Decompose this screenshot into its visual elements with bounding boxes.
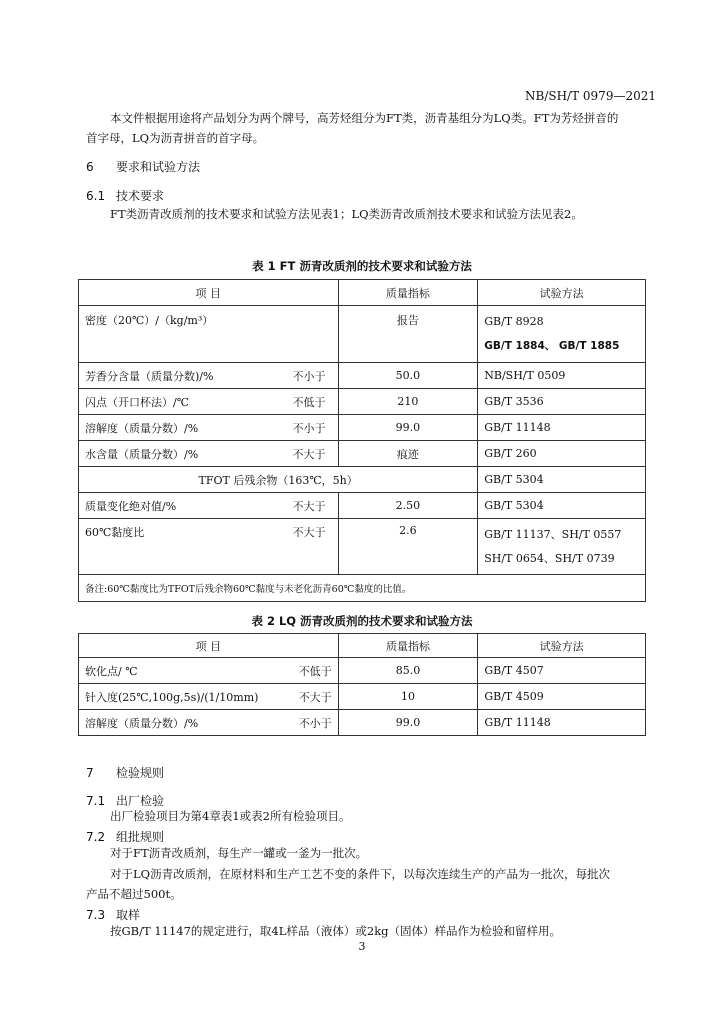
limit-label: 不小于 <box>298 716 332 730</box>
section-number: 7.1 <box>86 794 106 808</box>
section-7-1-text: 出厂检验项目为第4章表1或表2所有检验项目。 <box>110 809 351 823</box>
value-cell: 85.0 <box>338 658 478 684</box>
table-row <box>79 710 646 736</box>
table-header-method: 试验方法 <box>478 280 646 306</box>
item-cell: 密度（20℃）/（kg/m³） <box>79 306 339 363</box>
section-number: 6 <box>86 160 94 174</box>
table-row <box>79 493 646 519</box>
value-cell: 99.0 <box>338 710 478 736</box>
limit-label: 不大于 <box>292 499 326 513</box>
method-cell <box>478 519 646 575</box>
section-title: 技术要求 <box>116 189 165 203</box>
method-cell: GB/T 5304 <box>478 467 646 493</box>
table-header-quality: 质量指标 <box>338 634 478 658</box>
table-row <box>79 306 646 363</box>
value-cell: 2.6 <box>338 519 478 575</box>
section-7-2-text-2b: 产品不超过500t。 <box>86 887 182 901</box>
table-2 <box>78 633 646 736</box>
item-name: 溶解度（质量分数）/% <box>85 421 199 435</box>
section-7-2-text-1: 对于FT沥青改质剂，每生产一罐或一釜为一批次。 <box>110 846 368 860</box>
value-cell: 50.0 <box>338 363 478 389</box>
intro-paragraph <box>86 108 658 148</box>
table-row <box>79 519 646 575</box>
limit-label: 不大于 <box>292 526 326 539</box>
method-cell: GB/T 11148 <box>478 710 646 736</box>
item-name: 质量变化绝对值/% <box>85 499 177 513</box>
method-cell: GB/T 4509 <box>478 684 646 710</box>
limit-label: 不低于 <box>292 395 326 409</box>
page-number: 3 <box>358 940 366 953</box>
table-1-caption: 表 1 FT 沥青改质剂的技术要求和试验方法 <box>252 259 472 273</box>
item-name: 60℃黏度比 <box>85 526 145 539</box>
method-cell: NB/SH/T 0509 <box>478 363 646 389</box>
table-row <box>79 389 646 415</box>
table-1 <box>78 279 646 602</box>
section-title: 要求和试验方法 <box>116 160 201 174</box>
section-6-1-text: FT类沥青改质剂的技术要求和试验方法见表1；LQ类沥青改质剂技术要求和试验方法见表2。 <box>110 207 583 221</box>
item-name: 软化点/ ℃ <box>85 664 138 678</box>
value-cell: 210 <box>338 389 478 415</box>
table-row <box>79 441 646 467</box>
section-7-2-paragraph <box>86 864 658 904</box>
method-cell: GB/T 3536 <box>478 389 646 415</box>
section-title: 取样 <box>116 908 141 922</box>
table-header-quality: 质量指标 <box>338 280 478 306</box>
limit-label: 不低于 <box>298 664 332 678</box>
intro-line-2: 首字母，LQ为沥青拼音的首字母。 <box>86 131 265 145</box>
method-cell <box>478 306 646 363</box>
method-cell: GB/T 11148 <box>478 415 646 441</box>
section-number: 7.2 <box>86 830 106 844</box>
value-cell: 2.50 <box>338 493 478 519</box>
item-cell-spanning: TFOT 后残余物（163℃，5h） <box>79 467 478 493</box>
table-2-caption: 表 2 LQ 沥青改质剂的技术要求和试验方法 <box>251 614 473 628</box>
section-number: 6.1 <box>86 189 106 203</box>
value-cell: 报告 <box>338 306 478 363</box>
value-cell: 99.0 <box>338 415 478 441</box>
table-row <box>79 467 646 493</box>
limit-label: 不大于 <box>292 447 326 461</box>
section-title: 检验规则 <box>116 766 165 780</box>
table-header-item: 项 目 <box>79 280 339 306</box>
section-6-1-heading <box>86 187 164 204</box>
method-line: SH/T 0654、SH/T 0739 <box>484 551 615 565</box>
method-cell: GB/T 260 <box>478 441 646 467</box>
method-cell: GB/T 5304 <box>478 493 646 519</box>
document-number: NB/SH/T 0979—2021 <box>525 89 656 103</box>
method-cell: GB/T 4507 <box>478 658 646 684</box>
item-name: 芳香分含量（质量分数)/% <box>85 369 214 383</box>
section-6-heading <box>86 158 200 175</box>
value-cell: 10 <box>338 684 478 710</box>
limit-label: 不大于 <box>298 690 332 704</box>
table-header-method: 试验方法 <box>478 634 646 658</box>
section-number: 7 <box>86 766 94 780</box>
method-line: GB/T 11137、SH/T 0557 <box>484 527 622 541</box>
section-7-heading <box>86 764 164 781</box>
item-name: 溶解度（质量分数）/% <box>85 716 199 730</box>
item-name: 水含量（质量分数）/% <box>85 447 199 461</box>
section-number: 7.3 <box>86 908 106 922</box>
item-name: 针入度(25℃,100g,5s)/(1/10mm) <box>85 690 259 704</box>
limit-label: 不小于 <box>292 369 326 383</box>
table-note: 备注:60℃黏度比为TFOT后残余物60℃黏度与未老化沥青60℃黏度的比值。 <box>79 575 646 602</box>
method-line: GB/T 1884、 GB/T 1885 <box>484 340 620 352</box>
table-row <box>79 363 646 389</box>
section-title: 组批规则 <box>116 830 165 844</box>
section-7-3-text: 按GB/T 11147的规定进行，取4L样品（液体）或2kg（固体）样品作为检验和留样用。 <box>110 924 562 938</box>
table-row <box>79 658 646 684</box>
limit-label: 不小于 <box>292 421 326 435</box>
intro-line-1: 本文件根据用途将产品划分为两个牌号，高芳烃组分为FT类，沥青基组分为LQ类。FT为芳烃拼音的 <box>110 111 619 125</box>
item-name: 闪点（开口杯法）/℃ <box>85 395 190 409</box>
method-line: GB/T 8928 <box>484 315 544 328</box>
table-header-item: 项 目 <box>79 634 339 658</box>
section-7-2-text-2a: 对于LQ沥青改质剂，在原材料和生产工艺不变的条件下，以每次连续生产的产品为一批次，每批次 <box>110 867 611 881</box>
value-cell: 痕迹 <box>338 441 478 467</box>
table-row <box>79 684 646 710</box>
table-row <box>79 415 646 441</box>
section-title: 出厂检验 <box>116 794 165 808</box>
